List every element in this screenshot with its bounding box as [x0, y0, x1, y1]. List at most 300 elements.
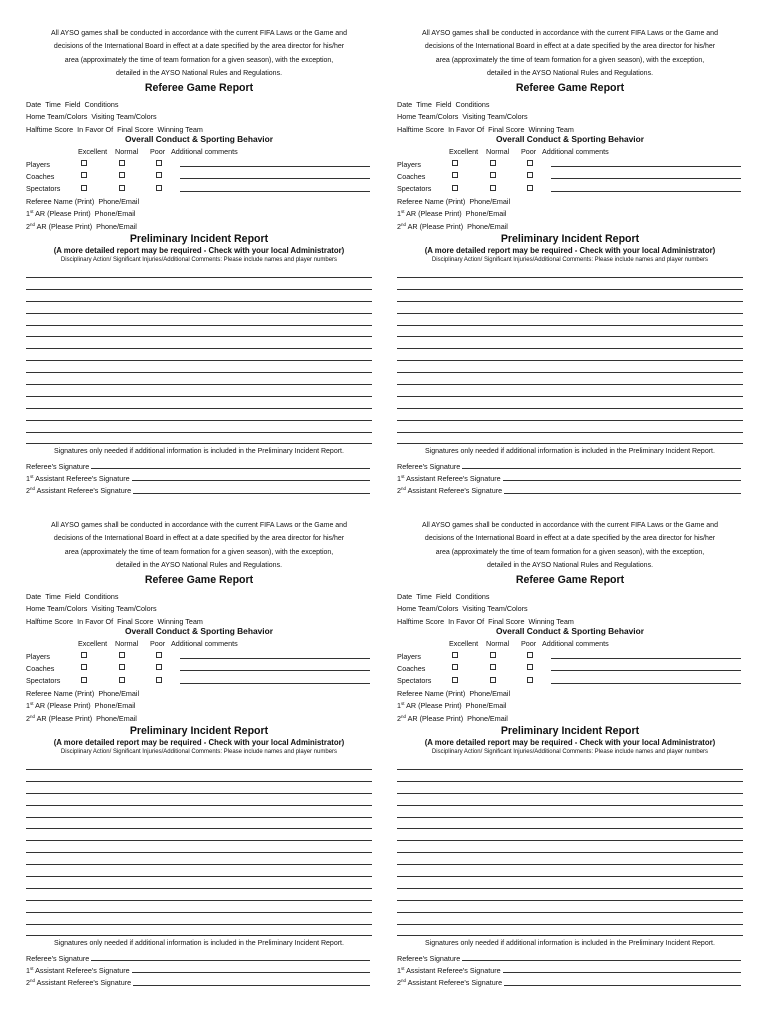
halftime-label: Halftime Score: [397, 124, 445, 134]
rating-label: Players: [26, 159, 50, 169]
incident-line[interactable]: [26, 409, 372, 421]
ar1-row: [26, 697, 372, 709]
referee-signature-label: Referee's Signature: [397, 953, 461, 963]
checkbox-poor[interactable]: [156, 652, 162, 658]
field-label: Field: [64, 99, 81, 109]
referee-name-row: [397, 193, 743, 205]
phone-email-label: Phone/Email: [465, 701, 507, 711]
referee-signature-row: [26, 457, 372, 469]
intro-text: All AYSO games shall be conducted in accordance with the current FIFA Laws or the Game and decisions of the International Board in effect at a date specified by the area director for his/her area (approximately the time of team formation for a given season), with the exception, detailed in the AYSO National Rules and Regulations.: [51, 522, 347, 569]
referee-report-form-tl: [26, 27, 372, 495]
col-excellent: Excellent: [449, 147, 479, 157]
phone-email-label: Phone/Email: [469, 196, 511, 206]
rating-row-spectators: [26, 672, 372, 684]
referee-name-label: Referee Name (Print): [397, 196, 466, 206]
ar1-signature-field[interactable]: [132, 480, 370, 481]
infavor-label: In Favor Of: [77, 124, 114, 134]
incident-line[interactable]: [397, 806, 743, 818]
referee-signature-field[interactable]: [462, 960, 741, 961]
col-excellent: Excellent: [78, 639, 108, 649]
referee-signature-row: [26, 949, 372, 961]
incident-line[interactable]: [26, 326, 372, 338]
incident-line[interactable]: [397, 818, 743, 830]
checkbox-poor[interactable]: [527, 652, 533, 658]
col-normal: Normal: [115, 147, 139, 157]
conduct-title: Overall Conduct & Sporting Behavior: [496, 625, 644, 636]
incident-line[interactable]: [26, 290, 372, 302]
date-time-row: [397, 96, 743, 108]
rating-row-players: [26, 155, 372, 167]
date-label: Date: [397, 99, 413, 109]
incident-line[interactable]: [26, 421, 372, 433]
ar2-signature-field[interactable]: [133, 985, 370, 986]
ar2-signature-field[interactable]: [504, 985, 741, 986]
incident-line[interactable]: [26, 889, 372, 901]
incident-title: Preliminary Incident Report: [129, 232, 269, 245]
incident-line[interactable]: [26, 877, 372, 889]
ar1-label: 1st AR (Please Print): [26, 209, 91, 219]
checkbox-normal[interactable]: [490, 677, 496, 683]
incident-notice: (A more detailed report may be required - Check with your local Administrator): [424, 246, 716, 256]
final-label: Final Score: [488, 616, 525, 626]
incident-line[interactable]: [26, 794, 372, 806]
incident-line[interactable]: [397, 913, 743, 925]
checkbox-excellent[interactable]: [452, 677, 458, 683]
intro-text: All AYSO games shall be conducted in accordance with the current FIFA Laws or the Game and decisions of the International Board in effect at a date specified by the area director for his/her area (approximately the time of team formation for a given season), with the exception, detailed in the AYSO National Rules and Regulations.: [422, 30, 718, 77]
visiting-label: Visiting Team/Colors: [462, 604, 528, 614]
incident-lines[interactable]: [397, 266, 743, 444]
checkbox-normal[interactable]: [490, 185, 496, 191]
checkbox-poor[interactable]: [527, 677, 533, 683]
ar2-signature-row: [26, 974, 372, 986]
incident-line[interactable]: [397, 302, 743, 314]
incident-line[interactable]: [26, 385, 372, 397]
incident-line[interactable]: [397, 925, 743, 937]
ar2-signature-field[interactable]: [133, 493, 370, 494]
date-time-row: [26, 96, 372, 108]
rating-header: [397, 636, 743, 647]
checkbox-excellent[interactable]: [81, 677, 87, 683]
rating-row-players: [397, 647, 743, 659]
ar1-signature-row: [26, 962, 372, 974]
comment-field[interactable]: [180, 683, 370, 684]
referee-name-label: Referee Name (Print): [26, 688, 95, 698]
visiting-label: Visiting Team/Colors: [91, 112, 157, 122]
col-poor: Poor: [150, 639, 166, 649]
incident-line[interactable]: [397, 385, 743, 397]
incident-line[interactable]: [26, 758, 372, 770]
ar1-signature-row: [26, 470, 372, 482]
visiting-label: Visiting Team/Colors: [91, 604, 157, 614]
checkbox-excellent[interactable]: [81, 160, 87, 166]
halftime-label: Halftime Score: [26, 124, 74, 134]
incident-line[interactable]: [397, 433, 743, 445]
rating-row-spectators: [397, 672, 743, 684]
checkbox-poor[interactable]: [527, 664, 533, 670]
phone-email-label: Phone/Email: [96, 221, 137, 231]
referee-name-label: Referee Name (Print): [397, 688, 466, 698]
incident-notice: (A more detailed report may be required - Check with your local Administrator): [53, 738, 345, 748]
conditions-label: Conditions: [84, 99, 119, 109]
col-poor: Poor: [150, 147, 166, 157]
checkbox-normal[interactable]: [490, 664, 496, 670]
rating-header: [26, 636, 372, 647]
intro-text: All AYSO games shall be conducted in accordance with the current FIFA Laws or the Game and decisions of the International Board in effect at a date specified by the area director for his/her area (approximately the time of team formation for a given season), with the exception, detailed in the AYSO National Rules and Regulations.: [51, 30, 347, 77]
incident-line[interactable]: [397, 865, 743, 877]
date-label: Date: [397, 591, 413, 601]
incident-description: Disciplinary Action/ Significant Injuries/Additional Comments: Please include names and player numbers: [431, 749, 709, 756]
conduct-title: Overall Conduct & Sporting Behavior: [496, 133, 644, 144]
comment-field[interactable]: [180, 670, 370, 671]
rating-row-spectators: [397, 180, 743, 192]
teams-row: [397, 108, 743, 120]
ar2-signature-label: 2nd Assistant Referee's Signature: [26, 978, 132, 988]
rating-row-players: [397, 155, 743, 167]
final-label: Final Score: [117, 124, 154, 134]
incident-line[interactable]: [26, 782, 372, 794]
incident-line[interactable]: [397, 853, 743, 865]
incident-description: Disciplinary Action/ Significant Injuries/Additional Comments: Please include names and player numbers: [60, 257, 338, 264]
incident-line[interactable]: [26, 853, 372, 865]
field-label: Field: [435, 591, 452, 601]
incident-line[interactable]: [397, 373, 743, 385]
incident-line[interactable]: [26, 865, 372, 877]
referee-signature-label: Referee's Signature: [26, 953, 90, 963]
ar1-signature-field[interactable]: [503, 972, 741, 973]
comment-field[interactable]: [551, 658, 741, 659]
rating-label: Spectators: [26, 676, 61, 686]
ar2-signature-field[interactable]: [504, 493, 741, 494]
comment-field[interactable]: [551, 191, 741, 192]
checkbox-excellent[interactable]: [81, 652, 87, 658]
ar2-label: 2nd AR (Please Print): [397, 221, 464, 231]
ar2-signature-label: 2nd Assistant Referee's Signature: [26, 486, 132, 496]
incident-lines[interactable]: [26, 266, 372, 444]
incident-title: Preliminary Incident Report: [500, 232, 640, 245]
infavor-label: In Favor Of: [448, 124, 485, 134]
rating-label: Coaches: [397, 171, 426, 181]
incident-notice: (A more detailed report may be required - Check with your local Administrator): [424, 738, 716, 748]
referee-report-form-tr: [397, 27, 743, 495]
form-title: Referee Game Report: [144, 82, 254, 95]
phone-email-label: Phone/Email: [94, 209, 136, 219]
ar2-signature-row: [397, 974, 743, 986]
ar2-signature-row: [26, 482, 372, 494]
incident-line[interactable]: [397, 290, 743, 302]
incident-line[interactable]: [397, 278, 743, 290]
conditions-label: Conditions: [455, 99, 490, 109]
incident-line[interactable]: [26, 433, 372, 445]
checkbox-poor[interactable]: [156, 172, 162, 178]
col-comments: Additional comments: [542, 639, 609, 649]
comment-field[interactable]: [180, 658, 370, 659]
incident-line[interactable]: [26, 770, 372, 782]
incident-line[interactable]: [397, 266, 743, 278]
ar1-label: 1st AR (Please Print): [397, 209, 462, 219]
incident-line[interactable]: [397, 326, 743, 338]
incident-line[interactable]: [26, 397, 372, 409]
date-time-row: [26, 588, 372, 600]
ar2-signature-label: 2nd Assistant Referee's Signature: [397, 486, 503, 496]
checkbox-normal[interactable]: [119, 677, 125, 683]
incident-description: Disciplinary Action/ Significant Injuries/Additional Comments: Please include names and player numbers: [60, 749, 338, 756]
ar2-row: [397, 217, 743, 229]
ar2-label: 2nd AR (Please Print): [26, 713, 93, 723]
incident-line[interactable]: [26, 925, 372, 937]
halftime-label: Halftime Score: [26, 616, 74, 626]
incident-title: Preliminary Incident Report: [500, 724, 640, 737]
winning-label: Winning Team: [528, 124, 574, 134]
incident-line[interactable]: [397, 409, 743, 421]
date-label: Date: [26, 99, 42, 109]
referee-signature-row: [397, 949, 743, 961]
conduct-title: Overall Conduct & Sporting Behavior: [125, 133, 273, 144]
ar1-signature-field[interactable]: [132, 972, 370, 973]
ar2-signature-label: 2nd Assistant Referee's Signature: [397, 978, 503, 988]
col-excellent: Excellent: [449, 639, 479, 649]
incident-line[interactable]: [397, 841, 743, 853]
form-title: Referee Game Report: [515, 574, 625, 587]
rating-header: [26, 144, 372, 155]
rating-row-coaches: [397, 660, 743, 672]
referee-name-row: [397, 685, 743, 697]
checkbox-normal[interactable]: [119, 652, 125, 658]
referee-signature-field[interactable]: [462, 468, 741, 469]
checkbox-poor[interactable]: [527, 172, 533, 178]
phone-email-label: Phone/Email: [98, 196, 140, 206]
referee-name-row: [26, 193, 372, 205]
col-poor: Poor: [521, 147, 537, 157]
incident-notice: (A more detailed report may be required - Check with your local Administrator): [53, 246, 345, 256]
infavor-label: In Favor Of: [77, 616, 114, 626]
checkbox-poor[interactable]: [527, 185, 533, 191]
incident-line[interactable]: [397, 314, 743, 326]
score-row: [397, 613, 743, 625]
incident-line[interactable]: [26, 337, 372, 349]
incident-lines[interactable]: [397, 758, 743, 936]
teams-row: [26, 108, 372, 120]
ar1-label: 1st AR (Please Print): [26, 701, 91, 711]
checkbox-normal[interactable]: [119, 160, 125, 166]
incident-lines[interactable]: [26, 758, 372, 936]
checkbox-excellent[interactable]: [452, 185, 458, 191]
field-label: Field: [435, 99, 452, 109]
ar1-signature-label: 1st Assistant Referee's Signature: [397, 966, 501, 976]
comment-field[interactable]: [180, 166, 370, 167]
home-label: Home Team/Colors: [26, 604, 88, 614]
rating-label: Spectators: [397, 184, 432, 194]
col-comments: Additional comments: [171, 147, 238, 157]
incident-line[interactable]: [26, 901, 372, 913]
score-row: [397, 121, 743, 133]
comment-field[interactable]: [180, 178, 370, 179]
form-title: Referee Game Report: [144, 574, 254, 587]
referee-signature-label: Referee's Signature: [26, 461, 90, 471]
score-row: [26, 613, 372, 625]
incident-line[interactable]: [397, 361, 743, 373]
referee-signature-field[interactable]: [91, 960, 370, 961]
incident-line[interactable]: [26, 373, 372, 385]
rating-row-coaches: [26, 168, 372, 180]
incident-line[interactable]: [26, 361, 372, 373]
time-label: Time: [416, 99, 432, 109]
comment-field[interactable]: [551, 670, 741, 671]
phone-email-label: Phone/Email: [96, 713, 137, 723]
ar2-row: [397, 709, 743, 721]
ar2-row: [26, 217, 372, 229]
checkbox-normal[interactable]: [490, 172, 496, 178]
conduct-title: Overall Conduct & Sporting Behavior: [125, 625, 273, 636]
incident-line[interactable]: [397, 794, 743, 806]
referee-report-form-bl: [26, 519, 372, 987]
rating-label: Coaches: [397, 663, 426, 673]
ar2-signature-row: [397, 482, 743, 494]
ar1-signature-label: 1st Assistant Referee's Signature: [26, 966, 130, 976]
field-label: Field: [64, 591, 81, 601]
ar1-signature-row: [397, 962, 743, 974]
incident-line[interactable]: [26, 302, 372, 314]
ar2-label: 2nd AR (Please Print): [397, 713, 464, 723]
incident-line[interactable]: [26, 818, 372, 830]
ar1-row: [397, 205, 743, 217]
checkbox-normal[interactable]: [490, 652, 496, 658]
checkbox-excellent[interactable]: [81, 172, 87, 178]
checkbox-excellent[interactable]: [452, 160, 458, 166]
rating-row-players: [26, 647, 372, 659]
incident-line[interactable]: [397, 758, 743, 770]
ar1-row: [26, 205, 372, 217]
checkbox-poor[interactable]: [156, 160, 162, 166]
col-comments: Additional comments: [542, 147, 609, 157]
final-label: Final Score: [117, 616, 154, 626]
incident-line[interactable]: [397, 397, 743, 409]
signatures-note: Signatures only needed if additional information is included in the Preliminary Incident Report.: [54, 448, 344, 456]
rating-label: Spectators: [397, 676, 432, 686]
referee-report-form-br: [397, 519, 743, 987]
phone-email-label: Phone/Email: [467, 221, 508, 231]
home-label: Home Team/Colors: [397, 112, 459, 122]
comment-field[interactable]: [551, 178, 741, 179]
signatures-note: Signatures only needed if additional information is included in the Preliminary Incident Report.: [425, 448, 715, 456]
signatures-note: Signatures only needed if additional information is included in the Preliminary Incident Report.: [54, 940, 344, 948]
rating-row-coaches: [26, 660, 372, 672]
time-label: Time: [416, 591, 432, 601]
incident-line[interactable]: [26, 913, 372, 925]
col-normal: Normal: [115, 639, 139, 649]
incident-line[interactable]: [26, 349, 372, 361]
checkbox-normal[interactable]: [490, 160, 496, 166]
comment-field[interactable]: [180, 191, 370, 192]
checkbox-normal[interactable]: [119, 185, 125, 191]
time-label: Time: [45, 99, 61, 109]
ar1-signature-row: [397, 470, 743, 482]
checkbox-poor[interactable]: [156, 664, 162, 670]
checkbox-excellent[interactable]: [81, 664, 87, 670]
checkbox-poor[interactable]: [156, 677, 162, 683]
teams-row: [397, 600, 743, 612]
checkbox-excellent[interactable]: [81, 185, 87, 191]
teams-row: [26, 600, 372, 612]
rating-header: [397, 144, 743, 155]
phone-email-label: Phone/Email: [469, 688, 511, 698]
winning-label: Winning Team: [157, 124, 203, 134]
phone-email-label: Phone/Email: [98, 688, 140, 698]
referee-signature-field[interactable]: [91, 468, 370, 469]
time-label: Time: [45, 591, 61, 601]
form-title: Referee Game Report: [515, 82, 625, 95]
incident-line[interactable]: [26, 266, 372, 278]
ar1-signature-field[interactable]: [503, 480, 741, 481]
comment-field[interactable]: [551, 166, 741, 167]
incident-line[interactable]: [397, 421, 743, 433]
referee-name-label: Referee Name (Print): [26, 196, 95, 206]
incident-line[interactable]: [397, 889, 743, 901]
phone-email-label: Phone/Email: [465, 209, 507, 219]
col-poor: Poor: [521, 639, 537, 649]
home-label: Home Team/Colors: [397, 604, 459, 614]
incident-line[interactable]: [397, 877, 743, 889]
rating-row-coaches: [397, 168, 743, 180]
incident-line[interactable]: [397, 337, 743, 349]
conditions-label: Conditions: [455, 591, 490, 601]
phone-email-label: Phone/Email: [94, 701, 136, 711]
col-normal: Normal: [486, 147, 510, 157]
incident-line[interactable]: [26, 806, 372, 818]
incident-title: Preliminary Incident Report: [129, 724, 269, 737]
incident-line[interactable]: [397, 349, 743, 361]
incident-line[interactable]: [397, 782, 743, 794]
referee-name-row: [26, 685, 372, 697]
checkbox-excellent[interactable]: [452, 664, 458, 670]
incident-line[interactable]: [397, 770, 743, 782]
date-time-row: [397, 588, 743, 600]
checkbox-poor[interactable]: [527, 160, 533, 166]
incident-line[interactable]: [26, 278, 372, 290]
final-label: Final Score: [488, 124, 525, 134]
referee-signature-row: [397, 457, 743, 469]
intro-text: All AYSO games shall be conducted in accordance with the current FIFA Laws or the Game and decisions of the International Board in effect at a date specified by the area director for his/her area (approximately the time of team formation for a given season), with the exception, detailed in the AYSO National Rules and Regulations.: [422, 522, 718, 569]
infavor-label: In Favor Of: [448, 616, 485, 626]
incident-line[interactable]: [26, 829, 372, 841]
checkbox-excellent[interactable]: [452, 652, 458, 658]
incident-line[interactable]: [397, 829, 743, 841]
incident-line[interactable]: [397, 901, 743, 913]
checkbox-normal[interactable]: [119, 664, 125, 670]
col-comments: Additional comments: [171, 639, 238, 649]
rating-label: Players: [397, 159, 421, 169]
ar2-label: 2nd AR (Please Print): [26, 221, 93, 231]
visiting-label: Visiting Team/Colors: [462, 112, 528, 122]
checkbox-excellent[interactable]: [452, 172, 458, 178]
conditions-label: Conditions: [84, 591, 119, 601]
home-label: Home Team/Colors: [26, 112, 88, 122]
ar1-signature-label: 1st Assistant Referee's Signature: [397, 474, 501, 484]
comment-field[interactable]: [551, 683, 741, 684]
incident-line[interactable]: [26, 841, 372, 853]
referee-signature-label: Referee's Signature: [397, 461, 461, 471]
rating-label: Coaches: [26, 663, 55, 673]
halftime-label: Halftime Score: [397, 616, 445, 626]
ar2-row: [26, 709, 372, 721]
ar1-signature-label: 1st Assistant Referee's Signature: [26, 474, 130, 484]
col-normal: Normal: [486, 639, 510, 649]
checkbox-poor[interactable]: [156, 185, 162, 191]
checkbox-normal[interactable]: [119, 172, 125, 178]
phone-email-label: Phone/Email: [467, 713, 508, 723]
score-row: [26, 121, 372, 133]
incident-line[interactable]: [26, 314, 372, 326]
rating-label: Spectators: [26, 184, 61, 194]
